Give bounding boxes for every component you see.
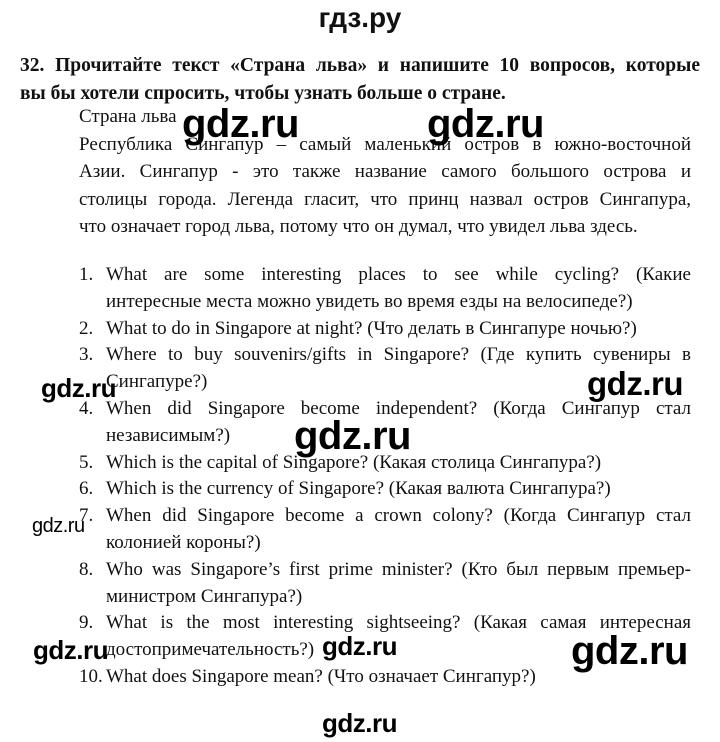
task-line: вы бы хотели спросить, чтобы узнать больше о стране.: [20, 83, 506, 104]
question-line: What does Singapore mean? (Что означает Сингапур?): [106, 665, 536, 687]
question-line: Which is the capital of Singapore? (Какая столица Сингапура?): [106, 451, 602, 473]
passage-line: Азии. Сингапур - это также название самого большого острова и: [79, 161, 691, 182]
passage: [79, 103, 691, 241]
question-number: 10.: [79, 665, 103, 687]
question-line: Where to buy souvenirs/gifts in Singapore? (Где купить сувениры в: [106, 344, 691, 366]
watermark: gdz.ru: [427, 102, 544, 146]
question-item: [79, 476, 691, 503]
question-item: [79, 262, 691, 316]
watermark: gdz.ru: [182, 102, 299, 146]
passage-line: Республика Сингапур – самый маленький остров в южно-восточной: [79, 133, 691, 155]
question-number: 7.: [79, 505, 94, 527]
question-number: 5.: [79, 451, 94, 473]
question-line: When did Singapore become a crown colony? (Когда Сингапур стал: [106, 505, 691, 527]
question-number: 2.: [79, 317, 94, 339]
watermark: gdz.ru: [294, 414, 411, 458]
question-line: When did Singapore become independent? (Когда Сингапур стал: [106, 397, 691, 419]
question-line: колонией короны?): [106, 531, 261, 553]
watermark: gdz.ru: [587, 365, 683, 402]
task-line: 32. Прочитайте текст «Страна льва» и напишите 10 вопросов, которые: [20, 55, 700, 76]
passage-line: что означает город льва, потому что он думал, что увидел льва здесь.: [79, 216, 638, 237]
site-title: гдз.ру: [318, 2, 402, 33]
passage-title: Страна льва: [79, 106, 177, 127]
question-line: Сингапуре?): [106, 371, 208, 393]
question-line: интересные места можно увидеть во время езды на велосипеде?): [106, 290, 633, 312]
question-item: [79, 316, 691, 343]
question-list: [79, 262, 691, 691]
watermark: gdz.ru: [322, 708, 397, 738]
question-item: [79, 503, 691, 557]
question-number: 6.: [79, 478, 94, 500]
question-line: What is the most interesting sightseeing? (Какая самая интересная: [106, 612, 691, 634]
question-number: 8.: [79, 558, 94, 580]
question-line: министром Сингапура?): [106, 585, 303, 607]
watermark: gdz.ru: [32, 515, 85, 537]
watermark: gdz.ru: [571, 629, 688, 673]
question-line: независимым?): [106, 424, 231, 446]
question-number: 4.: [79, 397, 94, 419]
task-heading: [20, 52, 700, 108]
question-line: What are some interesting places to see while cycling? (Какие: [106, 264, 691, 285]
watermark: gdz.ru: [33, 635, 108, 665]
passage-line: столицы города. Легенда гласит, что принц назвал остров Сингапура,: [79, 188, 691, 210]
question-number: 1.: [79, 264, 94, 285]
question-line: Which is the currency of Singapore? (Какая валюта Сингапура?): [106, 478, 611, 500]
watermark: gdz.ru: [322, 631, 397, 661]
question-item: [79, 557, 691, 611]
question-line: What to do in Singapore at night? (Что делать в Сингапуре ночью?): [106, 317, 637, 339]
watermark: gdz.ru: [41, 373, 116, 403]
question-number: 3.: [79, 344, 94, 366]
question-line: Who was Singapore’s first prime minister? (Кто был первым премьер-: [106, 558, 691, 580]
question-line: достопримечательность?): [106, 639, 315, 661]
question-number: 9.: [79, 612, 94, 634]
